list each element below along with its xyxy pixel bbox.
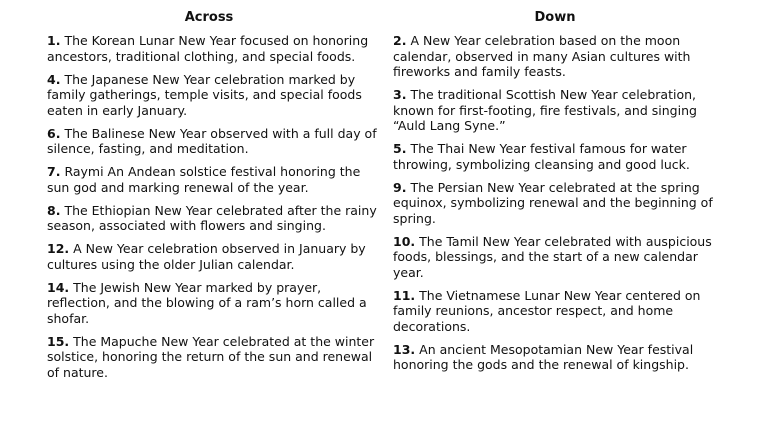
clue-number: 4. <box>47 71 61 87</box>
across-clue <box>47 203 377 234</box>
across-clue <box>47 334 377 381</box>
down-heading: Down <box>534 10 576 25</box>
down-clue <box>393 288 723 335</box>
clue-number: 3. <box>393 87 407 102</box>
clue-text: The Mapuche New Year celebrated at the winter solstice, honoring the return of the sun and renewal of nature. <box>47 333 375 380</box>
across-clue <box>47 126 377 157</box>
clue-number: 7. <box>47 164 61 179</box>
clue-number: 6. <box>47 125 61 141</box>
clue-number: 14. <box>47 279 70 295</box>
across-heading: Across <box>184 10 234 25</box>
clue-number: 2. <box>393 33 407 48</box>
clue-text: The Persian New Year celebrated at the spring equinox, symbolizing renewal and the beginning of spring. <box>393 179 713 226</box>
clue-number: 10. <box>393 233 416 249</box>
down-clue <box>393 342 723 373</box>
down-clue <box>393 234 723 281</box>
clue-number: 15. <box>47 333 70 349</box>
across-clue <box>47 164 377 195</box>
down-clue <box>393 180 723 227</box>
clue-number: 5. <box>393 141 407 156</box>
down-clue <box>393 141 723 172</box>
clue-text: The Balinese New Year observed with a full day of silence, fasting, and meditation. <box>47 125 377 156</box>
clue-text: The Japanese New Year celebration marked by family gatherings, temple visits, and special foods eaten in early January. <box>47 71 362 118</box>
clue-text: The Ethiopian New Year celebrated after the rainy season, associated with flowers and singing. <box>47 202 377 233</box>
clue-text: The Korean Lunar New Year focused on honoring ancestors, traditional clothing, and special foods. <box>47 33 369 64</box>
clue-number: 8. <box>47 202 61 218</box>
down-clue <box>393 33 723 80</box>
clue-text: Raymi An Andean solstice festival honoring the sun god and marking renewal of the year. <box>47 164 361 195</box>
clue-text: A New Year celebration based on the moon calendar, observed in many Asian cultures with fireworks and family feasts. <box>393 33 691 79</box>
clue-text: The Jewish New Year marked by prayer, reflection, and the blowing of a ram’s horn called a shofar. <box>47 279 367 326</box>
across-column <box>47 10 377 388</box>
clue-number: 13. <box>393 341 416 357</box>
clue-number: 12. <box>47 241 70 256</box>
clue-text: The traditional Scottish New Year celebration, known for first-footing, fire festivals, and singing “Auld Lang Syne.” <box>393 87 697 133</box>
clue-text: The Tamil New Year celebrated with auspicious foods, blessings, and the start of a new calendar year. <box>393 233 712 280</box>
clue-number: 9. <box>393 179 407 195</box>
clue-text: An ancient Mesopotamian New Year festival honoring the gods and the renewal of kingship. <box>393 341 694 372</box>
across-clue <box>47 280 377 327</box>
across-clue <box>47 72 377 119</box>
clue-number: 11. <box>393 287 416 303</box>
down-column <box>393 10 723 380</box>
clue-text: The Vietnamese Lunar New Year centered on family reunions, ancestor respect, and home decorations. <box>393 287 701 334</box>
down-clue <box>393 87 723 134</box>
across-clue <box>47 241 377 272</box>
across-clue <box>47 33 377 64</box>
clue-number: 1. <box>47 33 61 48</box>
clue-text: A New Year celebration observed in January by cultures using the older Julian calendar. <box>47 241 366 272</box>
clue-text: The Thai New Year festival famous for water throwing, symbolizing cleansing and good luck. <box>393 141 690 172</box>
